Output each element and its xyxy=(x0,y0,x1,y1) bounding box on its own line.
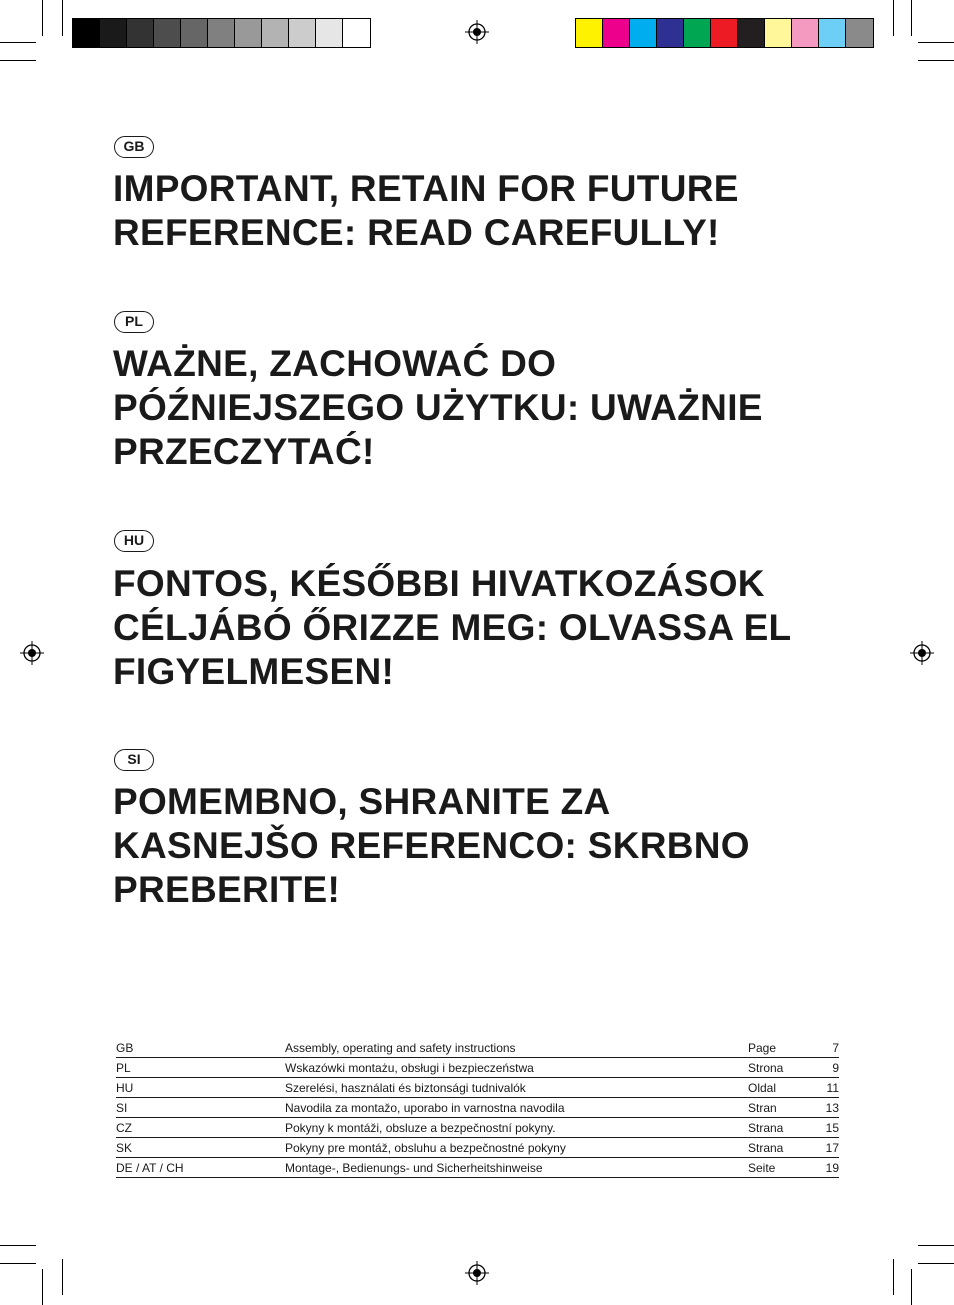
toc-description: Pokyny k montáži, obsluze a bezpečnostní pokyny. xyxy=(285,1118,748,1138)
toc-page-number: 11 xyxy=(808,1078,839,1098)
toc-page-number: 17 xyxy=(808,1138,839,1158)
toc-language-code: GB xyxy=(116,1038,285,1058)
toc-description: Szerelési, használati és biztonsági tudnivalók xyxy=(285,1078,748,1098)
toc-page-label: Oldal xyxy=(748,1078,808,1098)
color-swatch xyxy=(603,19,630,47)
grayscale-color-bar xyxy=(72,18,371,48)
table-row xyxy=(116,1118,839,1138)
color-swatch xyxy=(208,19,235,47)
crop-mark xyxy=(918,1263,954,1264)
headline-pl: WAŻNE, ZACHOWAĆ DO PÓŹNIEJSZEGO UŻYTKU: UWAŻNIE PRZECZYTAĆ! xyxy=(113,343,763,472)
toc-description: Montage-, Bedienungs- und Sicherheitshinweise xyxy=(285,1158,748,1178)
toc-page-number: 7 xyxy=(808,1038,839,1058)
crop-mark xyxy=(42,0,43,36)
registration-mark-icon xyxy=(20,641,44,665)
color-swatch xyxy=(235,19,262,47)
color-swatch xyxy=(657,19,684,47)
language-badge-hu: HU xyxy=(114,530,154,552)
toc-language-code: CZ xyxy=(116,1118,285,1138)
color-swatch xyxy=(684,19,711,47)
crop-mark xyxy=(893,1259,894,1295)
crop-mark xyxy=(0,60,36,61)
color-swatch xyxy=(154,19,181,47)
toc-page-label: Strana xyxy=(748,1118,808,1138)
color-swatch xyxy=(711,19,738,47)
table-row xyxy=(116,1038,839,1058)
crop-mark xyxy=(62,0,63,36)
language-badge-gb: GB xyxy=(114,136,154,158)
headline-hu: FONTOS, KÉSŐBBI HIVATKOZÁSOK CÉLJÁBÓ ŐRIZZE MEG: OLVASSA EL FIGYELMESEN! xyxy=(113,563,791,692)
toc-page-number: 13 xyxy=(808,1098,839,1118)
color-swatch xyxy=(846,19,873,47)
crop-mark xyxy=(42,1269,43,1305)
color-swatch xyxy=(792,19,819,47)
toc-language-code: HU xyxy=(116,1078,285,1098)
crop-mark xyxy=(918,42,954,43)
crop-mark xyxy=(62,1259,63,1295)
table-row xyxy=(116,1078,839,1098)
toc-page-number: 9 xyxy=(808,1058,839,1078)
crop-mark xyxy=(893,0,894,36)
color-swatch xyxy=(181,19,208,47)
color-swatch xyxy=(630,19,657,47)
crop-mark xyxy=(0,42,36,43)
table-row xyxy=(116,1158,839,1178)
crop-mark xyxy=(918,60,954,61)
table-of-contents xyxy=(116,1038,839,1178)
color-swatch xyxy=(343,19,370,47)
color-swatch xyxy=(73,19,100,47)
registration-mark-icon xyxy=(465,20,489,44)
registration-mark-icon xyxy=(465,1261,489,1285)
registration-mark-icon xyxy=(910,641,934,665)
crop-mark xyxy=(911,0,912,36)
color-swatch xyxy=(316,19,343,47)
language-badge-pl: PL xyxy=(114,311,154,333)
language-badge-si: SI xyxy=(114,749,154,771)
toc-page-label: Page xyxy=(748,1038,808,1058)
table-row xyxy=(116,1138,839,1158)
crop-mark xyxy=(0,1245,36,1246)
toc-page-label: Strona xyxy=(748,1058,808,1078)
headline-si: POMEMBNO, SHRANITE ZA KASNEJŠO REFERENCO: SKRBNO PREBERITE! xyxy=(113,781,750,910)
crop-mark xyxy=(918,1245,954,1246)
color-swatch xyxy=(576,19,603,47)
table-row xyxy=(116,1098,839,1118)
toc-description: Wskazówki montażu, obsługi i bezpieczeństwa xyxy=(285,1058,748,1078)
toc-language-code: SI xyxy=(116,1098,285,1118)
toc-page-label: Stran xyxy=(748,1098,808,1118)
color-swatch xyxy=(100,19,127,47)
color-swatch xyxy=(819,19,846,47)
headline-gb: IMPORTANT, RETAIN FOR FUTURE REFERENCE: READ CAREFULLY! xyxy=(113,168,739,253)
toc-page-label: Seite xyxy=(748,1158,808,1178)
table-row xyxy=(116,1058,839,1078)
toc-description: Navodila za montažo, uporabo in varnostna navodila xyxy=(285,1098,748,1118)
toc-page-label: Strana xyxy=(748,1138,808,1158)
toc-language-code: PL xyxy=(116,1058,285,1078)
toc-page-number: 19 xyxy=(808,1158,839,1178)
process-color-bar xyxy=(575,18,874,48)
toc-page-number: 15 xyxy=(808,1118,839,1138)
color-swatch xyxy=(289,19,316,47)
color-swatch xyxy=(738,19,765,47)
toc-description: Assembly, operating and safety instructions xyxy=(285,1038,748,1058)
crop-mark xyxy=(911,1269,912,1305)
toc-description: Pokyny pre montáž, obsluhu a bezpečnostné pokyny xyxy=(285,1138,748,1158)
color-swatch xyxy=(127,19,154,47)
color-swatch xyxy=(765,19,792,47)
toc-language-code: SK xyxy=(116,1138,285,1158)
toc-language-code: DE / AT / CH xyxy=(116,1158,285,1178)
color-swatch xyxy=(262,19,289,47)
crop-mark xyxy=(0,1263,36,1264)
